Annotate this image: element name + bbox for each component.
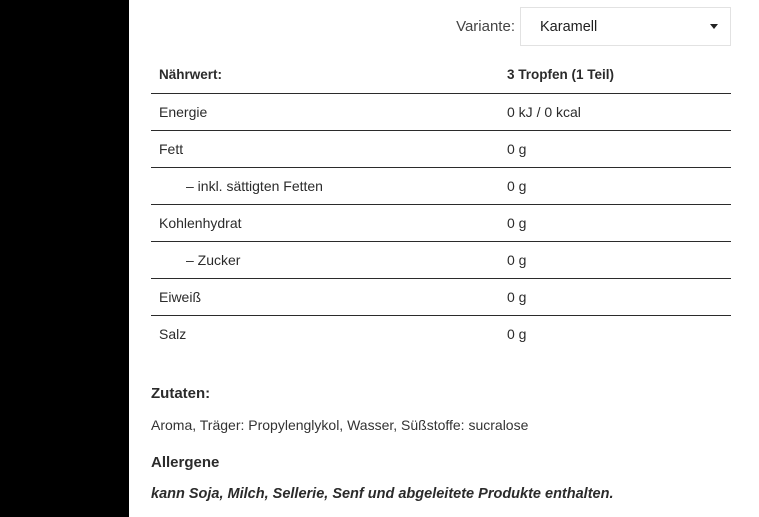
nutrition-table (151, 56, 731, 352)
nutrient-name: Energie (151, 93, 499, 130)
table-row (151, 241, 731, 278)
ingredients-title: Zutaten: (151, 385, 211, 402)
nutrient-value: 0 g (499, 241, 731, 278)
ingredients-text: Aroma, Träger: Propylenglykol, Wasser, Süßstoffe: sucralose (151, 417, 529, 433)
nutrient-value: 0 g (499, 130, 731, 167)
table-row (151, 204, 731, 241)
nutrient-value: 0 g (499, 278, 731, 315)
variant-selected-value: Karamell (540, 18, 598, 35)
nutrient-name: Eiweiß (151, 278, 499, 315)
variant-label: Variante: (456, 18, 515, 35)
allergens-text: kann Soja, Milch, Sellerie, Senf und abgeleitete Produkte enthalten. (151, 486, 614, 502)
variant-selector-row (456, 7, 731, 46)
table-header-row (151, 56, 731, 93)
nutrient-value: 0 g (499, 204, 731, 241)
nutrient-value: 0 g (499, 167, 731, 204)
allergens-title: Allergene (151, 454, 220, 471)
table-row (151, 167, 731, 204)
table-row (151, 315, 731, 352)
nutrient-name: – inkl. sättigten Fetten (151, 167, 499, 204)
nutrient-value: 0 g (507, 325, 527, 342)
nutrient-name: – Zucker (151, 241, 499, 278)
table-row (151, 93, 731, 130)
nutrient-header: Nährwert: (151, 56, 499, 93)
table-row (151, 130, 731, 167)
nutrient-name: Salz (159, 325, 187, 342)
nutrient-value: 0 kJ / 0 kcal (499, 93, 731, 130)
nutrient-name: Fett (151, 130, 499, 167)
nutrient-name: Kohlenhydrat (151, 204, 499, 241)
caret-down-icon (710, 24, 718, 29)
variant-dropdown[interactable] (520, 7, 731, 46)
serving-header: 3 Tropfen (1 Teil) (499, 56, 731, 93)
left-black-panel (0, 0, 129, 517)
table-row (151, 278, 731, 315)
